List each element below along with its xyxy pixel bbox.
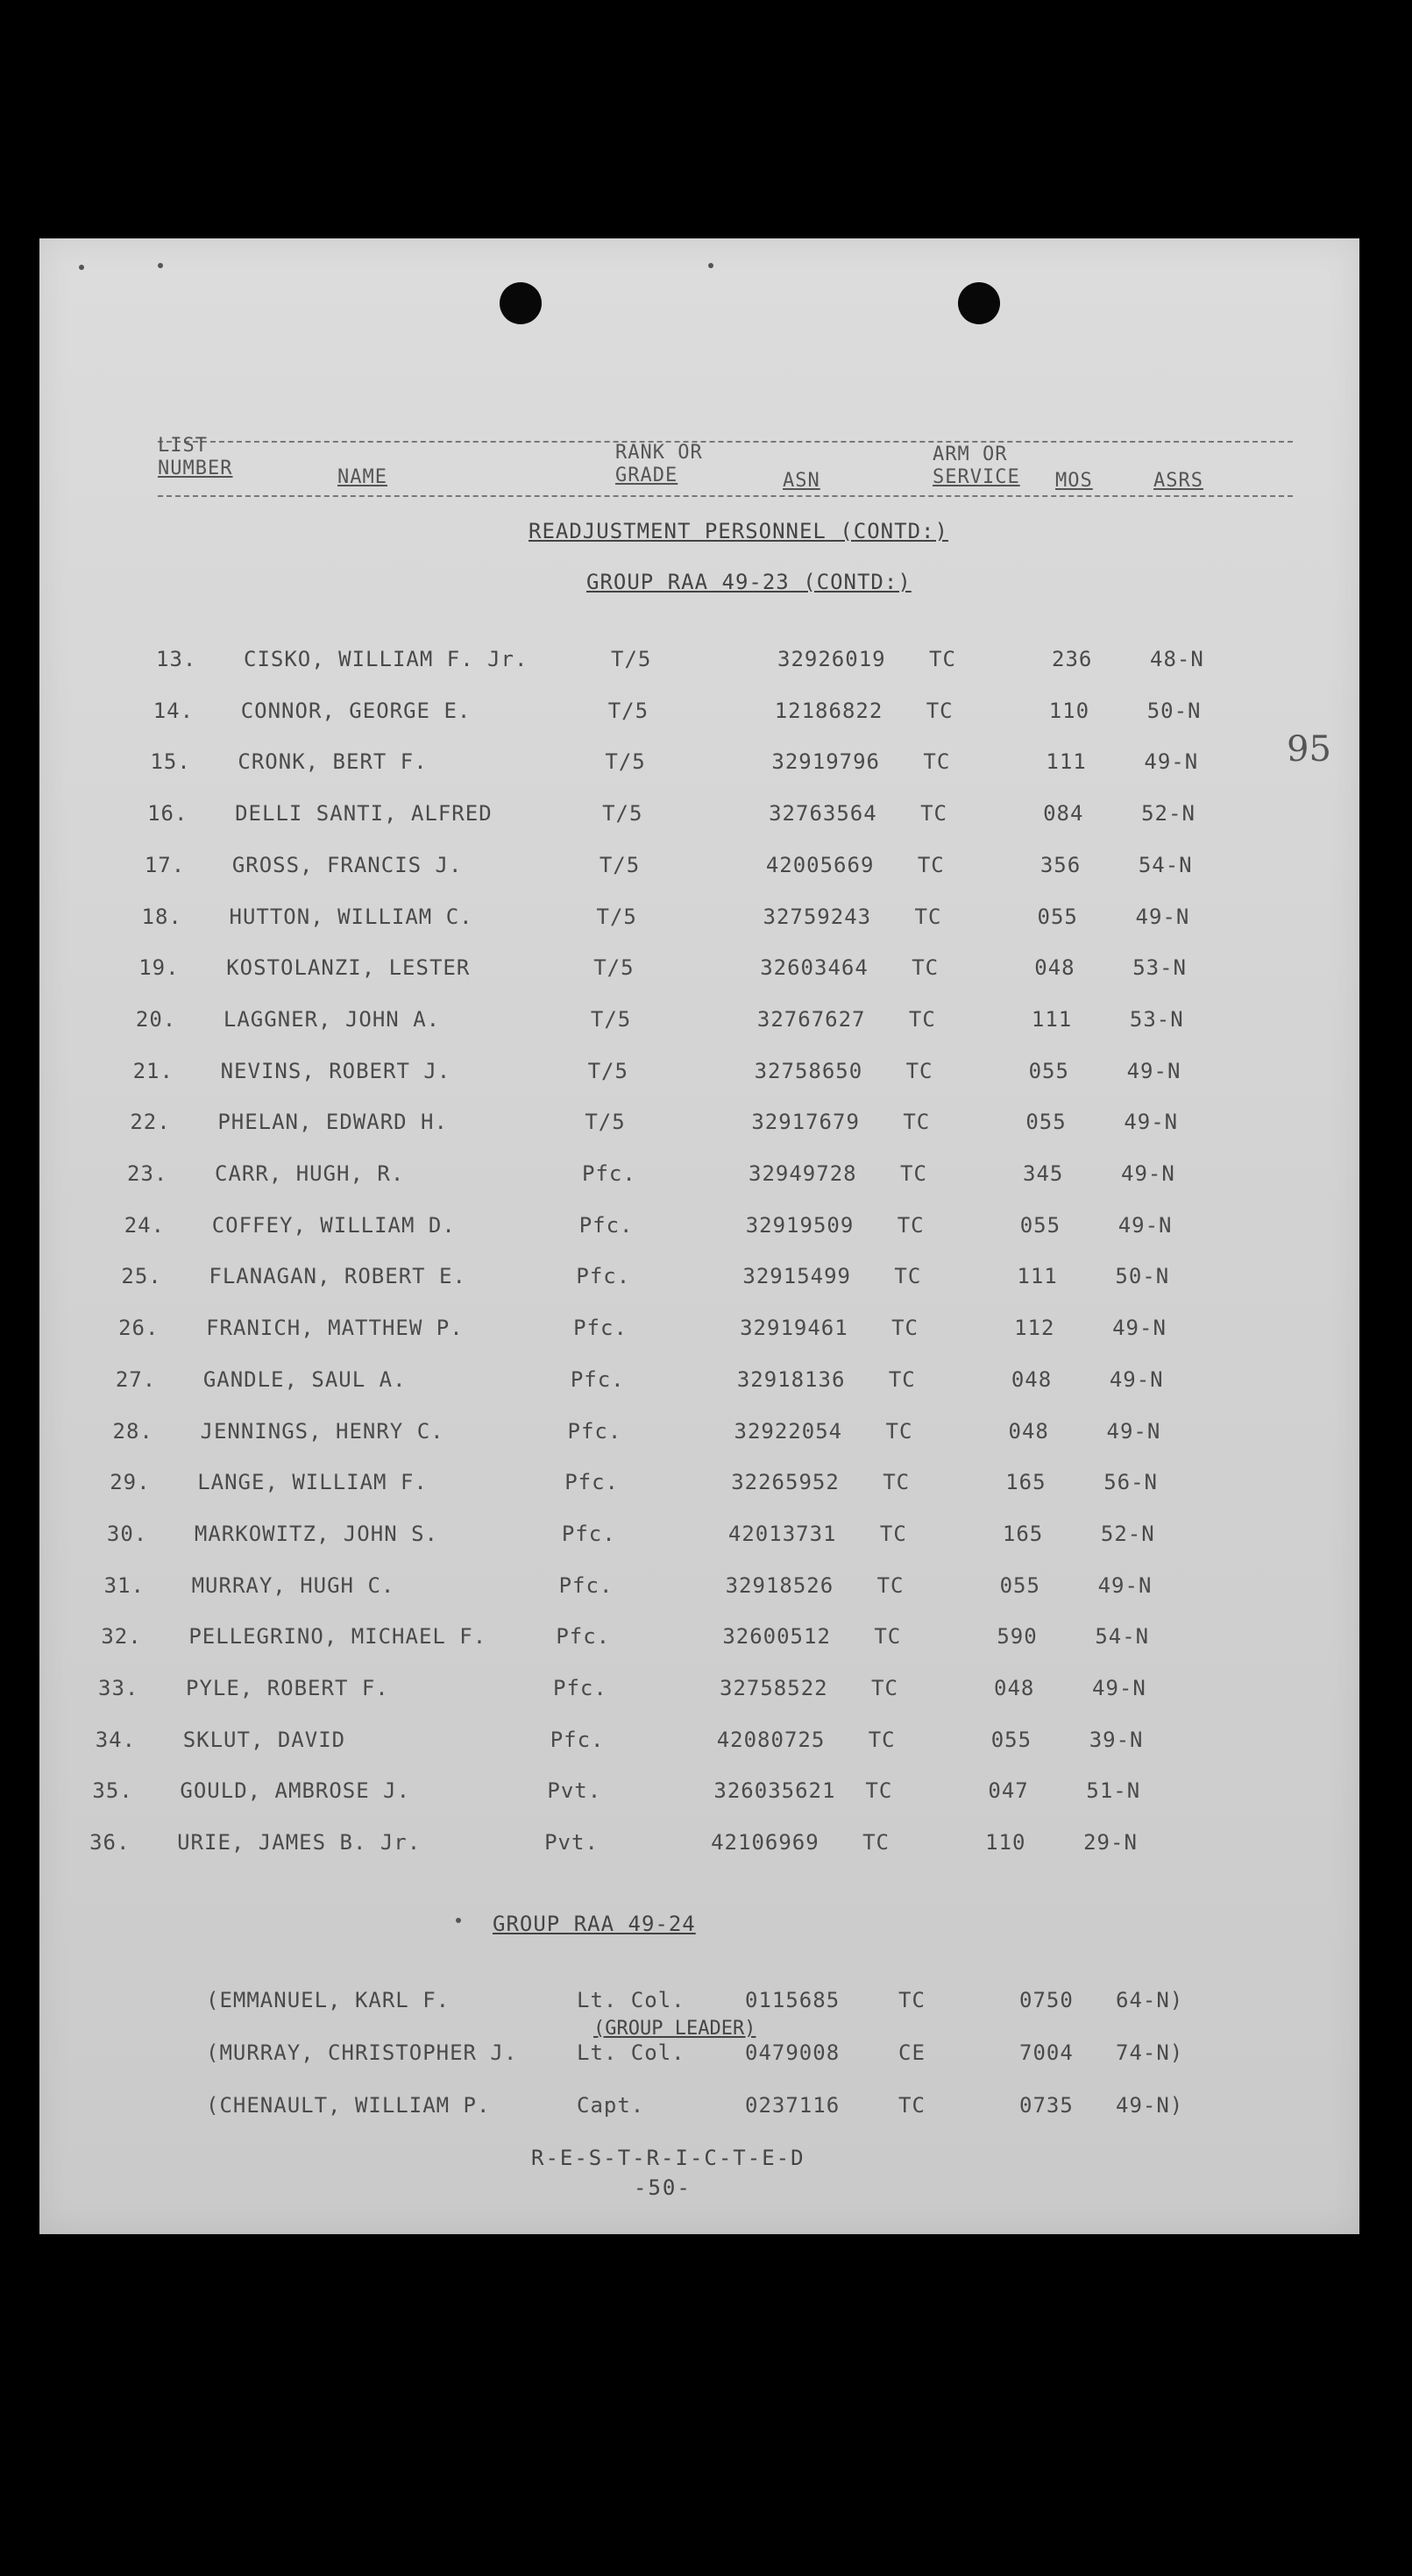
bullet-mark [456, 1918, 461, 1923]
header-rule-bottom [158, 495, 1293, 497]
table-row [0, 905, 1301, 940]
cell-arm: TC [898, 2093, 926, 2118]
cell-rank: T/5 [599, 852, 641, 877]
cell-arm: TC [876, 1572, 905, 1598]
cell-rank: T/5 [611, 647, 652, 671]
cell-mos: 048 [1034, 955, 1075, 981]
cell-rank: T/5 [590, 1006, 632, 1032]
cell-mos: 055 [1037, 904, 1078, 929]
cell-name: LAGGNER, JOHN A. [223, 1006, 441, 1032]
header-rank-line2: GRADE [615, 465, 678, 486]
cell-num: 14. [153, 698, 195, 723]
cell-name: (MURRAY, CHRISTOPHER J. [206, 2040, 518, 2065]
cell-arm: TC [908, 1006, 936, 1032]
cell-mos: 048 [1011, 1366, 1053, 1392]
cell-rank: Pfc. [561, 1521, 616, 1546]
cell-name: CARR, HUGH, R. [215, 1161, 405, 1186]
cell-asn: 32758650 [754, 1058, 863, 1083]
cell-asn: 42106969 [711, 1830, 820, 1856]
cell-asrs: 53-N [1132, 955, 1187, 981]
cell-rank: Pfc. [564, 1470, 619, 1495]
table-row [0, 1624, 1259, 1659]
cell-asn: 32917679 [751, 1110, 860, 1135]
cell-name: DELLI SANTI, ALFRED [235, 801, 493, 827]
cell-num: 22. [130, 1110, 171, 1135]
cell-mos: 0735 [1019, 2093, 1074, 2118]
table-row [0, 1161, 1286, 1196]
cell-rank: T/5 [605, 749, 646, 775]
cell-asn: 32926019 [777, 647, 886, 671]
cell-name: URIE, JAMES B. Jr. [177, 1830, 422, 1856]
cell-name: CONNOR, GEORGE E. [240, 698, 472, 723]
cell-num: 32. [101, 1624, 142, 1650]
table-row [0, 1264, 1280, 1299]
cell-mos: 345 [1023, 1161, 1064, 1186]
cell-arm: TC [903, 1110, 931, 1135]
cell-arm: TC [862, 1830, 890, 1856]
cell-mos: 055 [999, 1572, 1040, 1598]
table-row [0, 1316, 1277, 1351]
table-row [0, 955, 1297, 990]
cell-rank: Pfc. [558, 1572, 614, 1598]
cell-arm: TC [874, 1624, 902, 1650]
cell-rank: T/5 [602, 801, 643, 827]
header-rank-line1: RANK OR [615, 442, 703, 464]
cell-name: KOSTOLANZI, LESTER [226, 955, 471, 981]
cell-asn: 32763564 [769, 801, 877, 827]
group-title-49-23: GROUP RAA 49-23 (CONTD:) [586, 570, 912, 594]
cell-mos: 590 [997, 1624, 1038, 1650]
header-list-line1: LIST [158, 435, 208, 457]
table-row [0, 1367, 1274, 1402]
table-row [0, 1728, 1254, 1763]
cell-name: GROSS, FRANCIS J. [231, 852, 463, 877]
header-mos: MOS [1055, 470, 1093, 492]
cell-name: NEVINS, ROBERT J. [220, 1058, 451, 1083]
cell-rank: Pvt. [547, 1778, 602, 1804]
table-row [0, 801, 1306, 836]
cell-asrs: 50-N [1115, 1264, 1170, 1289]
cell-name: (CHENAULT, WILLIAM P. [206, 2093, 491, 2118]
table-row [0, 1470, 1268, 1505]
cell-arm: TC [868, 1727, 896, 1752]
cell-num: 34. [95, 1727, 137, 1752]
cell-mos: 112 [1014, 1316, 1055, 1341]
cell-rank: Pfc. [573, 1316, 628, 1341]
cell-num: 35. [92, 1778, 133, 1804]
cell-mos: 055 [1025, 1110, 1067, 1135]
cell-mos: 165 [1002, 1521, 1044, 1546]
cell-rank: T/5 [585, 1110, 626, 1135]
cell-name: CISKO, WILLIAM F. Jr. [244, 647, 529, 671]
cell-asn: 12186822 [774, 698, 883, 723]
table-row [0, 1059, 1292, 1094]
cell-mos: 356 [1039, 852, 1082, 877]
header-asrs: ASRS [1153, 470, 1203, 492]
cell-asn: 32949728 [749, 1161, 857, 1186]
cell-rank: Lt. Col. [577, 2040, 685, 2065]
cell-rank: T/5 [593, 955, 635, 981]
table-row [0, 1830, 1248, 1865]
cell-num: 21. [132, 1058, 174, 1083]
cell-arm: TC [891, 1316, 919, 1341]
cell-mos: 055 [1019, 1212, 1061, 1238]
cell-asn: 32758522 [720, 1676, 828, 1700]
table-row [0, 1573, 1263, 1608]
cell-arm: TC [888, 1366, 916, 1392]
cell-rank: Pfc. [556, 1624, 611, 1650]
cell-asrs: 49-N [1092, 1676, 1146, 1700]
group-leader-note: (GROUP LEADER) [593, 2018, 756, 2040]
cell-arm: TC [883, 1470, 911, 1495]
cell-name: GOULD, AMBROSE J. [180, 1778, 411, 1804]
cell-arm: TC [912, 955, 940, 981]
cell-asn: 0115685 [745, 1988, 841, 2012]
cell-arm: TC [879, 1521, 907, 1546]
cell-mos: 111 [1031, 1006, 1073, 1032]
header-list-line2: NUMBER [158, 458, 233, 479]
cell-asrs: 49-N [1109, 1366, 1164, 1392]
cell-mos: 055 [990, 1727, 1032, 1752]
cell-asrs: 49-N [1144, 749, 1199, 775]
table-row [0, 2040, 1315, 2076]
cell-asn: 32603464 [760, 955, 869, 981]
cell-rank: T/5 [607, 698, 649, 723]
cell-asrs: 52-N [1100, 1521, 1155, 1546]
cell-mos: 7004 [1019, 2040, 1074, 2065]
cell-name: JENNINGS, HENRY C. [200, 1418, 444, 1444]
cell-asrs: 53-N [1129, 1006, 1184, 1032]
cell-num: 24. [124, 1212, 166, 1238]
cell-num: 30. [106, 1521, 148, 1546]
speck [79, 265, 84, 270]
cell-num: 31. [103, 1572, 145, 1598]
cell-asrs: 29-N [1083, 1830, 1138, 1856]
cell-asn: 32918526 [725, 1572, 834, 1598]
header-rule-top [158, 441, 1293, 443]
cell-arm: TC [897, 1212, 925, 1238]
table-row [0, 1007, 1295, 1042]
cell-name: PYLE, ROBERT F. [186, 1676, 389, 1700]
cell-asrs: 74-N) [1116, 2040, 1184, 2065]
cell-arm: TC [914, 904, 942, 929]
cell-mos: 055 [1028, 1058, 1069, 1083]
cell-asn: 32759243 [763, 904, 872, 929]
punch-hole-right [958, 282, 1000, 324]
header-name: NAME [337, 466, 387, 488]
speck [708, 263, 713, 268]
cell-arm: CE [898, 2040, 926, 2065]
cell-asn: 0479008 [745, 2040, 841, 2065]
cell-name: LANGE, WILLIAM F. [197, 1470, 428, 1495]
cell-name: HUTTON, WILLIAM C. [229, 904, 473, 929]
table-row [0, 1110, 1288, 1145]
header-arm [933, 444, 1020, 489]
cell-asrs: 49-N [1126, 1058, 1181, 1083]
cell-name: (EMMANUEL, KARL F. [206, 1988, 451, 2012]
cell-num: 19. [138, 955, 180, 981]
cell-asn: 0237116 [745, 2093, 841, 2118]
cell-asrs: 49-N) [1116, 2093, 1184, 2118]
cell-asn: 32919461 [740, 1316, 848, 1341]
cell-num: 23. [127, 1161, 168, 1186]
cell-asn: 42080725 [716, 1727, 826, 1752]
cell-asn: 32919796 [771, 749, 880, 775]
cell-mos: 110 [1048, 698, 1090, 723]
cell-arm: TC [917, 852, 945, 877]
cell-asn: 42005669 [765, 852, 875, 877]
cell-arm: TC [920, 801, 948, 827]
cell-rank: Pfc. [582, 1161, 636, 1186]
cell-rank: Capt. [577, 2093, 645, 2118]
section-title: READJUSTMENT PERSONNEL (CONTD:) [529, 519, 948, 543]
cell-rank: T/5 [596, 904, 637, 929]
cell-name: PELLEGRINO, MICHAEL F. [188, 1624, 487, 1650]
table-row [0, 1213, 1283, 1248]
cell-asn: 326035621 [713, 1778, 836, 1804]
cell-asn: 42013731 [727, 1521, 837, 1546]
cell-arm: TC [871, 1676, 898, 1700]
cell-name: PHELAN, EDWARD H. [217, 1110, 448, 1135]
cell-mos: 165 [1005, 1470, 1047, 1495]
cell-asrs: 51-N [1086, 1778, 1141, 1804]
cell-asrs: 49-N [1124, 1110, 1179, 1135]
cell-mos: 048 [994, 1676, 1035, 1700]
cell-mos: 0750 [1019, 1988, 1074, 2012]
cell-name: COFFEY, WILLIAM D. [211, 1212, 456, 1238]
cell-num: 33. [98, 1676, 139, 1700]
cell-asrs: 54-N [1095, 1624, 1150, 1650]
cell-name: CRONK, BERT F. [238, 749, 428, 775]
cell-asn: 32915499 [742, 1264, 851, 1289]
cell-asrs: 49-N [1097, 1572, 1153, 1598]
cell-num: 17. [144, 852, 186, 877]
cell-num: 25. [121, 1264, 162, 1289]
cell-arm: TC [929, 647, 956, 671]
speck [158, 263, 163, 268]
cell-asn: 32600512 [722, 1624, 831, 1650]
cell-mos: 048 [1008, 1418, 1049, 1444]
cell-asn: 32919509 [745, 1212, 855, 1238]
cell-asrs: 49-N [1112, 1316, 1167, 1341]
table-row [0, 699, 1312, 734]
table-row [0, 2093, 1315, 2128]
cell-asrs: 49-N [1106, 1418, 1161, 1444]
cell-rank: T/5 [587, 1058, 628, 1083]
cell-asrs: 49-N [1121, 1161, 1175, 1186]
table-row [0, 647, 1315, 682]
cell-mos: 111 [1017, 1264, 1058, 1289]
cell-rank: Pfc. [576, 1264, 631, 1289]
cell-mos: 084 [1043, 801, 1084, 827]
cell-arm: TC [923, 749, 951, 775]
group-title-49-24: GROUP RAA 49-24 [493, 1912, 696, 1936]
cell-name: MURRAY, HUGH C. [191, 1572, 395, 1598]
cell-arm: TC [898, 1988, 926, 2012]
cell-num: 15. [150, 749, 191, 775]
cell-num: 27. [115, 1366, 157, 1392]
cell-num: 28. [112, 1418, 153, 1444]
cell-asrs: 49-N [1118, 1212, 1173, 1238]
cell-arm: TC [885, 1418, 913, 1444]
cell-rank: Pfc. [567, 1418, 622, 1444]
cell-asn: 32918136 [736, 1366, 846, 1392]
cell-arm: TC [894, 1264, 922, 1289]
cell-num: 13. [156, 647, 197, 671]
table-row [0, 1419, 1272, 1454]
cell-num: 36. [89, 1830, 131, 1856]
cell-name: GANDLE, SAUL A. [202, 1366, 407, 1392]
table-row [0, 749, 1309, 784]
cell-rank: Lt. Col. [577, 1988, 685, 2012]
table-row [0, 1778, 1251, 1813]
cell-rank: Pfc. [553, 1676, 607, 1700]
cell-arm: TC [865, 1778, 893, 1804]
table-row [0, 1676, 1257, 1711]
header-asn: ASN [783, 470, 820, 492]
cell-asn: 32767627 [756, 1006, 866, 1032]
header-arm-line2: SERVICE [933, 466, 1020, 488]
cell-rank: Pfc. [578, 1212, 634, 1238]
cell-asrs: 52-N [1141, 801, 1196, 827]
table-row [0, 853, 1303, 888]
cell-mos: 111 [1046, 749, 1087, 775]
restricted-marking: R-E-S-T-R-I-C-T-E-D [531, 2146, 805, 2170]
page-number: -50- [634, 2175, 692, 2200]
cell-asrs: 56-N [1103, 1470, 1158, 1495]
cell-asrs: 48-N [1150, 647, 1204, 671]
cell-num: 26. [118, 1316, 160, 1341]
header-list-number [158, 435, 232, 480]
cell-num: 29. [110, 1470, 151, 1495]
table-row [0, 1522, 1266, 1557]
cell-asrs: 50-N [1146, 698, 1202, 723]
cell-name: MARKOWITZ, JOHN S. [194, 1521, 438, 1546]
punch-hole-left [500, 282, 542, 324]
cell-arm: TC [926, 698, 954, 723]
cell-rank: Pfc. [550, 1727, 605, 1752]
cell-asn: 32922054 [734, 1418, 843, 1444]
cell-asrs: 39-N [1089, 1727, 1144, 1752]
cell-arm: TC [905, 1058, 933, 1083]
cell-name: FRANICH, MATTHEW P. [206, 1316, 464, 1341]
header-arm-line1: ARM OR [933, 444, 1008, 465]
cell-name: FLANAGAN, ROBERT E. [209, 1264, 466, 1289]
cell-name: SKLUT, DAVID [182, 1727, 346, 1752]
cell-asrs: 64-N) [1116, 1988, 1184, 2012]
cell-asrs: 49-N [1135, 904, 1190, 929]
cell-num: 18. [141, 904, 182, 929]
cell-arm: TC [900, 1161, 927, 1186]
cell-rank: Pfc. [570, 1366, 625, 1392]
cell-mos: 236 [1052, 647, 1093, 671]
side-page-number: 95 [1287, 729, 1331, 770]
cell-asrs: 54-N [1138, 852, 1193, 877]
cell-num: 16. [147, 801, 188, 827]
cell-rank: Pvt. [544, 1830, 599, 1856]
cell-mos: 110 [985, 1830, 1026, 1856]
cell-asn: 32265952 [731, 1470, 840, 1495]
cell-num: 20. [135, 1006, 177, 1032]
header-rank [615, 442, 703, 487]
cell-mos: 047 [988, 1778, 1029, 1804]
